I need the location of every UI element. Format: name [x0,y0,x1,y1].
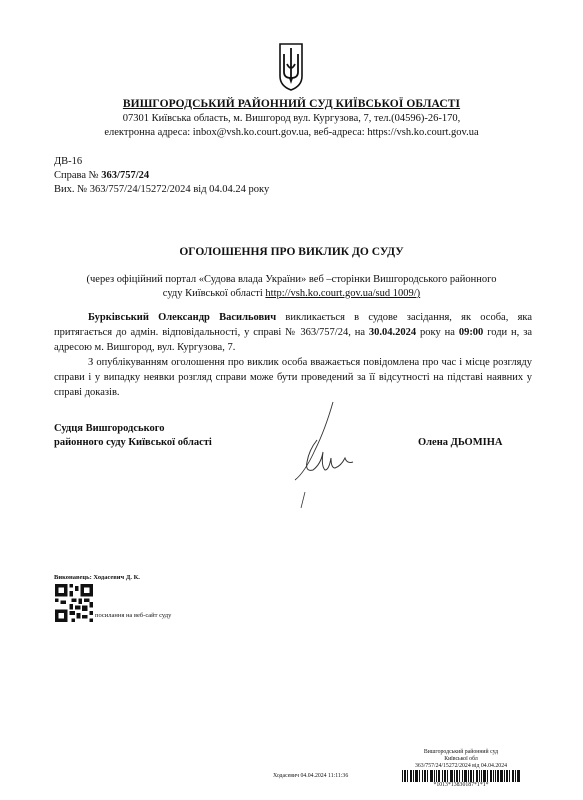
handwritten-signature-icon [285,400,365,510]
email-address[interactable]: inbox@vsh.ko.court.gov.ua [192,127,309,138]
summoned-person: Бурківський Олександр Васильович [88,312,277,323]
outgoing-date: від 04.04.24 року [193,184,270,195]
email-label: електронна адреса: [104,127,191,138]
outgoing-number: 363/757/24/15272/2024 [89,184,191,195]
executor-label: Виконавець: Ходасевич Д. К. [54,574,140,581]
web-label: , веб-адреса: [308,127,365,138]
coat-of-arms-icon [278,42,304,92]
outgoing-label: Вих. № [54,184,88,195]
notice-title: ОГОЛОШЕННЯ ПРО ВИКЛИК ДО СУДУ [179,246,404,258]
case-number: 363/757/24 [101,170,150,181]
judge-name: Олена ДЬОМІНА [418,437,503,448]
notice-body [54,310,532,400]
hearing-time: 09:00 [458,327,484,338]
qr-caption: посилання на веб-сайт суду [95,612,172,619]
web-address[interactable]: https://vsh.ko.court.gov.ua [367,127,479,138]
stamp-region: Київської обл [444,756,478,762]
court-address: 07301 Київська область, м. Вишгород вул. Кургузова, 7, тел.(04596)-26-170, [122,113,461,124]
court-portal-link[interactable]: http://vsh.ko.court.gov.ua/sud 1009/) [265,288,421,299]
barcode-text: *1013*13830187*1*1* [433,782,489,788]
notice-paragraph: З опублікуванням оголошення про виклик особа вважається повідомлена про час і місце розгляду справи і у випадку неявки розгляд справи може бути проведений за її відсутності на підставі наявних у справі доказів. [54,357,532,398]
notice-subtitle-line1: (через офіційний портал «Судова влада України» веб –сторінки Вишгородського районного [86,274,497,285]
stamp-executor-time: Ходасевич 04.04.2024 11:11:36 [273,773,349,779]
doc-code: ДВ-16 [54,156,83,167]
court-name: ВИШГОРОДСЬКИЙ РАЙОННИЙ СУД КИЇВСЬКОЇ ОБЛАСТІ [122,98,461,110]
summons-paragraph: Бурківський Олександр Васильович викликається в судове засідання, як особа, яка притягається до адмін. відповідальності, у справі № 363/757/24, на 30.04.2024 року на 09:00 годи н, за адресою м. Вишгород, вул. Кургузова, 7. [54,312,532,353]
stamp-court: Вишгородський районний суд [423,749,499,755]
barcode-icon [402,770,520,782]
qr-code-icon[interactable] [55,584,93,622]
stamp-case: 363/757/24/15272/2024 від 04.04.2024 [415,763,507,769]
judge-role-line1: Судця Вишгородського [54,423,165,434]
case-label: Справа № [54,170,99,181]
case-line [54,170,149,181]
subtitle-prefix: суду Київської області [162,288,263,299]
hearing-date: 30.04.2024 [368,327,417,338]
judge-role-line2: районного суду Київської області [54,437,212,448]
notice-subtitle-line2 [0,288,583,299]
court-contacts [0,127,583,138]
outgoing-line [54,184,269,195]
